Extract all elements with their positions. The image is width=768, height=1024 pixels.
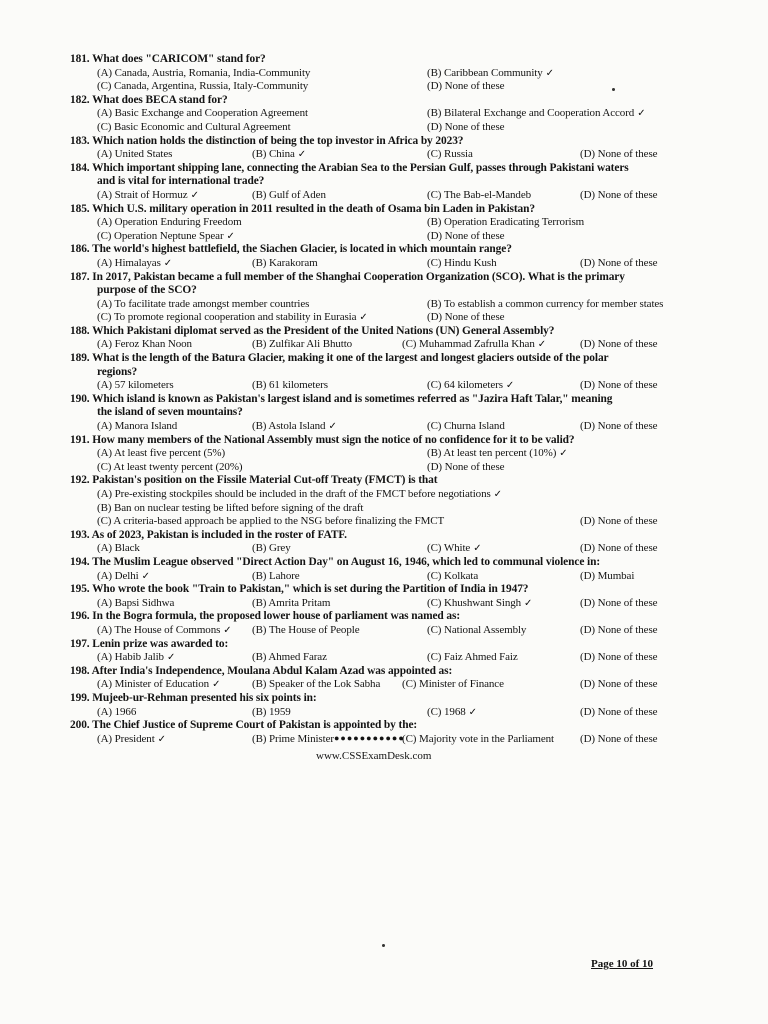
website-url: www.CSSExamDesk.com bbox=[316, 750, 432, 762]
option-text: (C) Churna Island bbox=[427, 420, 505, 433]
option-text: (A) 57 kilometers bbox=[97, 379, 174, 392]
question-stem-continued: the island of seven mountains? bbox=[97, 406, 243, 419]
answer-option bbox=[427, 67, 554, 81]
option-text: (B) Lahore bbox=[252, 569, 300, 582]
option-text: (D) None of these bbox=[580, 188, 658, 201]
answer-option bbox=[427, 230, 504, 244]
handwritten-tick-icon: ✓ bbox=[493, 489, 502, 500]
answer-option bbox=[580, 678, 657, 692]
option-text: (A) Habib Jalib bbox=[97, 651, 164, 664]
question-item bbox=[70, 638, 720, 665]
answer-option bbox=[580, 733, 657, 747]
handwritten-tick-icon: ✓ bbox=[163, 257, 173, 269]
answer-option bbox=[427, 706, 477, 720]
answer-option bbox=[97, 706, 136, 720]
options-row bbox=[70, 379, 720, 393]
handwritten-tick-icon: ✓ bbox=[559, 448, 568, 460]
answer-option bbox=[97, 379, 174, 393]
answer-option bbox=[97, 189, 199, 203]
answer-option bbox=[427, 148, 473, 162]
option-text: (C) Majority vote in the Parliament bbox=[402, 732, 554, 745]
answer-option bbox=[402, 733, 554, 747]
option-text: (B) To establish a common currency for member states bbox=[427, 297, 664, 310]
option-text: (C) Operation Neptune Spear bbox=[97, 229, 224, 242]
question-stem: 196. In the Bogra formula, the proposed lower house of parliament was named as: bbox=[70, 610, 461, 623]
handwritten-tick-icon: ✓ bbox=[190, 189, 199, 201]
options-row bbox=[70, 67, 720, 81]
option-text: (B) Karakoram bbox=[252, 256, 318, 269]
answer-option bbox=[580, 706, 657, 720]
option-text: (A) Basic Exchange and Cooperation Agreement bbox=[97, 107, 308, 120]
option-text: (D) None of these bbox=[580, 148, 658, 161]
answer-option bbox=[427, 461, 504, 475]
handwritten-tick-icon: ✓ bbox=[359, 312, 368, 324]
option-text: (A) Black bbox=[97, 542, 140, 555]
handwritten-tick-icon: ✓ bbox=[537, 339, 547, 351]
option-text: (D) Mumbai bbox=[580, 569, 635, 582]
option-text: (D) None of these bbox=[580, 420, 658, 433]
option-text: (D) None of these bbox=[580, 678, 658, 691]
options-row bbox=[70, 706, 720, 720]
answer-option bbox=[427, 311, 504, 325]
answer-option bbox=[97, 597, 174, 611]
answer-option bbox=[97, 311, 368, 325]
option-text: (B) The House of People bbox=[252, 623, 360, 636]
options-row bbox=[70, 80, 720, 94]
option-text: (A) Delhi bbox=[97, 569, 139, 582]
answer-option bbox=[252, 257, 318, 271]
answer-option bbox=[580, 597, 657, 611]
option-text: (B) Gulf of Aden bbox=[252, 188, 326, 201]
handwritten-tick-icon: ✓ bbox=[505, 380, 515, 392]
answer-option bbox=[252, 570, 300, 584]
answer-option bbox=[580, 651, 657, 665]
answer-option bbox=[427, 121, 504, 135]
handwritten-tick-icon: ✓ bbox=[141, 570, 150, 582]
option-text: (C) 64 kilometers bbox=[427, 379, 503, 392]
answer-option bbox=[580, 515, 657, 529]
options-row bbox=[70, 148, 720, 162]
answer-option bbox=[97, 447, 225, 461]
answer-option bbox=[427, 624, 526, 638]
handwritten-tick-icon: ✓ bbox=[524, 597, 533, 609]
options-row bbox=[70, 447, 720, 461]
question-item bbox=[70, 434, 720, 475]
handwritten-tick-icon: ✓ bbox=[166, 652, 176, 664]
answer-option bbox=[97, 570, 150, 584]
answer-option bbox=[97, 651, 175, 665]
answer-option bbox=[252, 706, 291, 720]
question-item bbox=[70, 352, 720, 393]
answer-option bbox=[97, 488, 502, 502]
handwritten-tick-icon: ✓ bbox=[212, 679, 221, 691]
options-row bbox=[70, 461, 720, 475]
options-row bbox=[70, 107, 720, 121]
option-text: (B) Operation Eradicating Terrorism bbox=[427, 216, 585, 229]
question-stem-continued: purpose of the SCO? bbox=[97, 284, 197, 297]
question-stem: 187. In 2017, Pakistan became a full member of the Shanghai Cooperation Organization (SCO). What is the primary bbox=[70, 270, 625, 283]
option-text: (C) A criteria-based approach be applied to the NSG before finalizing the FMCT bbox=[97, 515, 445, 528]
answer-option bbox=[97, 733, 166, 747]
option-text: (C) Khushwant Singh bbox=[427, 596, 522, 609]
question-stem: 182. What does BECA stand for? bbox=[70, 93, 228, 106]
option-text: (B) At least ten percent (10%) bbox=[427, 447, 557, 460]
option-text: (C) Basic Economic and Cultural Agreement bbox=[97, 120, 291, 133]
question-item bbox=[70, 474, 720, 528]
option-text: (A) Himalayas bbox=[97, 256, 161, 269]
question-item bbox=[70, 94, 720, 135]
answer-option bbox=[252, 379, 328, 393]
options-row bbox=[70, 624, 720, 638]
handwritten-tick-icon: ✓ bbox=[545, 67, 554, 79]
options-row bbox=[70, 651, 720, 665]
question-stem: 188. Which Pakistani diplomat served as the President of the United Nations (UN) General Assembly? bbox=[70, 324, 555, 337]
answer-option bbox=[252, 733, 334, 747]
option-text: (D) None of these bbox=[427, 120, 505, 133]
option-text: (B) Prime Minister bbox=[252, 732, 334, 745]
answer-option bbox=[427, 447, 568, 461]
options-row bbox=[70, 502, 720, 516]
answer-option bbox=[97, 420, 177, 434]
answer-option bbox=[427, 189, 531, 203]
option-text: (D) None of these bbox=[580, 705, 658, 718]
option-text: (D) None of these bbox=[427, 80, 505, 93]
option-text: (C) To promote regional cooperation and stability in Eurasia bbox=[97, 311, 357, 324]
question-item bbox=[70, 162, 720, 203]
option-text: (B) Speaker of the Lok Sabha bbox=[252, 678, 381, 691]
option-text: (B) Astola Island bbox=[252, 420, 326, 433]
question-stem: 186. The world's highest battlefield, the Siachen Glacier, is located in which mountain range? bbox=[70, 243, 512, 256]
option-text: (D) None of these bbox=[580, 256, 658, 269]
option-text: (A) Canada, Austria, Romania, India-Community bbox=[97, 66, 311, 79]
option-text: (C) At least twenty percent (20%) bbox=[97, 460, 243, 473]
answer-option bbox=[427, 542, 481, 556]
option-text: (D) None of these bbox=[580, 623, 658, 636]
answer-option bbox=[427, 107, 645, 121]
option-text: (A) 1966 bbox=[97, 705, 137, 718]
option-text: (A) President bbox=[97, 732, 155, 745]
answer-option bbox=[427, 570, 478, 584]
question-stem-continued: and is vital for international trade? bbox=[97, 175, 265, 188]
answer-option bbox=[97, 542, 140, 556]
answer-option bbox=[252, 624, 359, 638]
answer-option bbox=[97, 298, 309, 312]
question-stem: 192. Pakistan's position on the Fissile Material Cut-off Treaty (FMCT) is that bbox=[70, 474, 438, 487]
handwritten-tick-icon: ✓ bbox=[223, 624, 232, 636]
question-item bbox=[70, 243, 720, 270]
option-text: (C) Canada, Argentina, Russia, Italy-Community bbox=[97, 80, 309, 93]
option-text: (D) None of these bbox=[580, 338, 658, 351]
answer-option bbox=[580, 570, 634, 584]
option-text: (B) 61 kilometers bbox=[252, 379, 328, 392]
question-stem: 199. Mujeeb-ur-Rehman presented his six points in: bbox=[70, 691, 317, 704]
option-text: (C) Faiz Ahmed Faiz bbox=[427, 651, 518, 664]
question-stem: 184. Which important shipping lane, connecting the Arabian Sea to the Persian Gulf, passes through Pakistani waters bbox=[70, 161, 629, 174]
options-row bbox=[70, 311, 720, 325]
option-text: (D) None of these bbox=[580, 515, 658, 528]
answer-option bbox=[427, 420, 505, 434]
answer-option bbox=[580, 624, 657, 638]
option-text: (A) Bapsi Sidhwa bbox=[97, 596, 175, 609]
answer-option bbox=[252, 597, 330, 611]
option-text: (D) None of these bbox=[427, 311, 505, 324]
option-text: (A) The House of Commons bbox=[97, 623, 221, 636]
option-text: (B) Ban on nuclear testing be lifted before signing of the draft bbox=[97, 501, 364, 514]
option-text: (C) Muhammad Zafrulla Khan bbox=[402, 338, 535, 351]
question-stem: 189. What is the length of the Batura Glacier, making it one of the largest and longest glaciers outside of the polar bbox=[70, 352, 609, 365]
options-row bbox=[70, 257, 720, 271]
answer-option bbox=[580, 542, 657, 556]
page-number: Page 10 of 10 bbox=[591, 958, 654, 970]
option-text: (B) Grey bbox=[252, 542, 291, 555]
option-text: (A) Feroz Khan Noon bbox=[97, 338, 192, 351]
question-stem: 194. The Muslim League observed "Direct Action Day" on August 16, 1946, which led to communal violence in: bbox=[70, 555, 601, 568]
answer-option bbox=[580, 420, 657, 434]
option-text: (D) None of these bbox=[580, 542, 658, 555]
question-stem: 195. Who wrote the book "Train to Pakistan," which is set during the Partition of India in 1947? bbox=[70, 583, 529, 596]
question-stem: 185. Which U.S. military operation in 2011 resulted in the death of Osama bin Laden in Pakistan? bbox=[70, 202, 535, 215]
question-item bbox=[70, 53, 720, 94]
answer-option bbox=[97, 338, 192, 352]
question-item bbox=[70, 665, 720, 692]
option-text: (A) Minister of Education bbox=[97, 678, 210, 691]
handwritten-tick-icon: ✓ bbox=[637, 108, 646, 120]
options-row bbox=[70, 678, 720, 692]
answer-option bbox=[427, 597, 532, 611]
question-stem: 193. As of 2023, Pakistan is included in the roster of FATF. bbox=[70, 528, 347, 541]
answer-option bbox=[97, 216, 242, 230]
answer-option bbox=[427, 80, 504, 94]
separator-stars: ●●●●●●●●●●● bbox=[334, 733, 405, 743]
option-text: (B) 1959 bbox=[252, 705, 291, 718]
answer-option bbox=[97, 257, 172, 271]
options-row bbox=[70, 189, 720, 203]
answer-option bbox=[427, 651, 518, 665]
answer-option bbox=[402, 678, 504, 692]
option-text: (D) None of these bbox=[427, 460, 505, 473]
answer-option bbox=[97, 80, 308, 94]
option-text: (B) China bbox=[252, 148, 295, 161]
answer-option bbox=[97, 515, 444, 529]
options-row bbox=[70, 216, 720, 230]
option-text: (A) Pre-existing stockpiles should be included in the draft of the FMCT before negotiations bbox=[97, 488, 491, 500]
option-text: (D) None of these bbox=[580, 651, 658, 664]
answer-option bbox=[580, 338, 657, 352]
option-text: (C) National Assembly bbox=[427, 623, 527, 636]
options-row bbox=[70, 298, 720, 312]
options-row bbox=[70, 597, 720, 611]
answer-option bbox=[97, 67, 310, 81]
answer-option bbox=[252, 651, 327, 665]
handwritten-tick-icon: ✓ bbox=[473, 543, 482, 555]
question-item bbox=[70, 135, 720, 162]
handwritten-tick-icon: ✓ bbox=[157, 733, 166, 745]
answer-option bbox=[580, 189, 657, 203]
answer-option bbox=[427, 216, 584, 230]
question-stem: 190. Which island is known as Pakistan's largest island and is sometimes referred as "Jazira Haft Talar," meaning bbox=[70, 392, 613, 405]
answer-option bbox=[580, 148, 657, 162]
options-row bbox=[70, 515, 720, 529]
options-row bbox=[70, 570, 720, 584]
answer-option bbox=[580, 257, 657, 271]
option-text: (C) Hindu Kush bbox=[427, 256, 497, 269]
question-stem: 181. What does "CARICOM" stand for? bbox=[70, 53, 266, 65]
options-row bbox=[70, 121, 720, 135]
question-stem-continued: regions? bbox=[97, 365, 138, 378]
option-text: (B) Ahmed Faraz bbox=[252, 651, 327, 664]
handwritten-tick-icon: ✓ bbox=[328, 421, 337, 433]
answer-option bbox=[252, 338, 352, 352]
option-text: (B) Amrita Pritam bbox=[252, 596, 331, 609]
option-text: (C) Kolkata bbox=[427, 569, 479, 582]
answer-option bbox=[97, 502, 363, 516]
option-text: (A) Manora Island bbox=[97, 420, 178, 433]
option-text: (C) White bbox=[427, 542, 471, 555]
question-list bbox=[70, 53, 720, 746]
question-item bbox=[70, 610, 720, 637]
question-stem: 197. Lenin prize was awarded to: bbox=[70, 637, 229, 650]
answer-option bbox=[427, 379, 514, 393]
question-item bbox=[70, 529, 720, 556]
answer-option bbox=[97, 461, 242, 475]
answer-option bbox=[97, 148, 172, 162]
option-text: (B) Bilateral Exchange and Cooperation Accord bbox=[427, 107, 635, 120]
handwritten-tick-icon: ✓ bbox=[226, 230, 235, 242]
question-item bbox=[70, 271, 720, 325]
question-stem: 200. The Chief Justice of Supreme Court of Pakistan is appointed by the: bbox=[70, 719, 418, 732]
speck bbox=[612, 88, 615, 91]
answer-option bbox=[252, 678, 380, 692]
option-text: (C) The Bab-el-Mandeb bbox=[427, 188, 531, 201]
answer-option bbox=[97, 624, 232, 638]
question-stem: 183. Which nation holds the distinction of being the top investor in Africa by 2023? bbox=[70, 134, 464, 147]
answer-option bbox=[252, 189, 326, 203]
option-text: (C) Minister of Finance bbox=[402, 678, 504, 691]
options-row bbox=[70, 338, 720, 352]
question-stem: 191. How many members of the National Assembly must sign the notice of no confidence for it to be valid? bbox=[70, 433, 575, 446]
option-text: (B) Zulfikar Ali Bhutto bbox=[252, 338, 353, 351]
handwritten-tick-icon: ✓ bbox=[297, 149, 307, 161]
options-row bbox=[70, 420, 720, 434]
answer-option bbox=[97, 107, 308, 121]
option-text: (A) Strait of Hormuz bbox=[97, 188, 188, 201]
option-text: (D) None of these bbox=[580, 596, 658, 609]
answer-option bbox=[252, 148, 306, 162]
option-text: (C) 1968 bbox=[427, 705, 466, 718]
speck bbox=[382, 944, 385, 947]
answer-option bbox=[402, 338, 546, 352]
question-item bbox=[70, 203, 720, 244]
options-row bbox=[70, 542, 720, 556]
option-text: (D) None of these bbox=[580, 732, 658, 745]
options-row bbox=[70, 488, 720, 502]
option-text: (A) At least five percent (5%) bbox=[97, 447, 226, 460]
option-text: (B) Caribbean Community bbox=[427, 66, 543, 79]
question-item bbox=[70, 556, 720, 583]
answer-option bbox=[427, 257, 497, 271]
answer-option bbox=[252, 420, 337, 434]
option-text: (A) United States bbox=[97, 148, 173, 161]
question-item bbox=[70, 393, 720, 434]
question-item bbox=[70, 325, 720, 352]
answer-option bbox=[97, 121, 291, 135]
question-item bbox=[70, 583, 720, 610]
options-row bbox=[70, 230, 720, 244]
answer-option bbox=[580, 379, 657, 393]
answer-option bbox=[97, 678, 220, 692]
handwritten-tick-icon: ✓ bbox=[468, 706, 477, 718]
option-text: (A) To facilitate trade amongst member countries bbox=[97, 297, 310, 310]
option-text: (A) Operation Enduring Freedom bbox=[97, 216, 242, 229]
option-text: (D) None of these bbox=[427, 229, 505, 242]
option-text: (D) None of these bbox=[580, 379, 658, 392]
question-item bbox=[70, 692, 720, 719]
option-text: (C) Russia bbox=[427, 148, 473, 161]
question-stem: 198. After India's Independence, Moulana Abdul Kalam Azad was appointed as: bbox=[70, 664, 453, 677]
answer-option bbox=[252, 542, 291, 556]
answer-option bbox=[427, 298, 663, 312]
answer-option bbox=[97, 230, 235, 244]
